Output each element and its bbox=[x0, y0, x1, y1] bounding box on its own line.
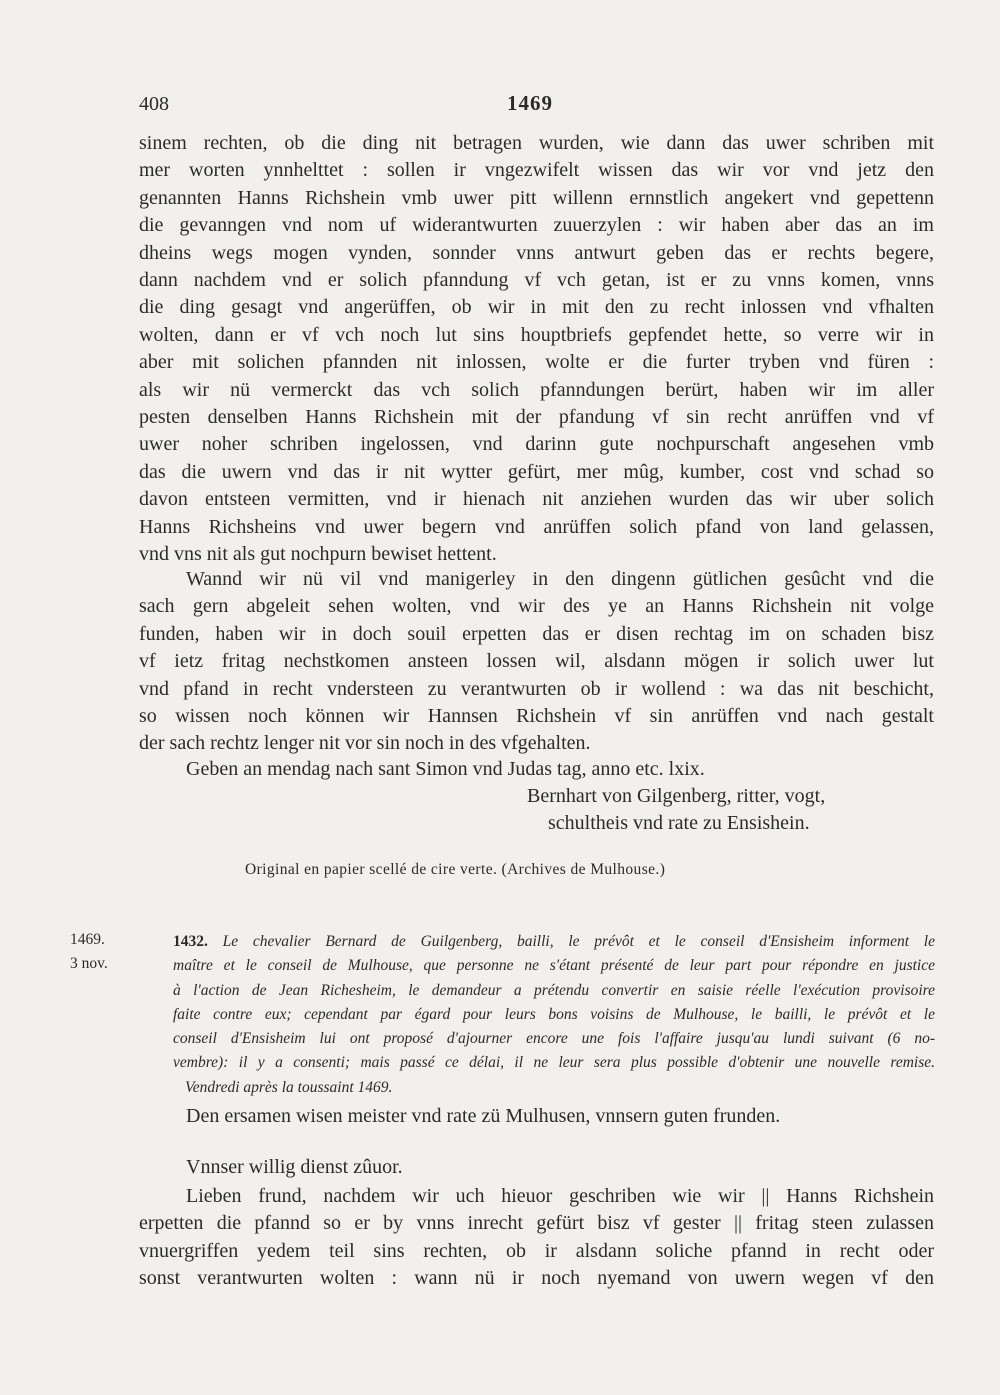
text-line: vf ietz fritag nechstkomen ansteen lossen wil, alsdann mögen ir solich uwer lut bbox=[139, 650, 934, 673]
text-line: Lieben frund, nachdem wir uch hieuor geschriben wie wir || Hanns Richshein bbox=[186, 1185, 934, 1207]
text-line: dann nachdem vnd er solich pfanndung vf vch getan, ist er zu vnns komen, vnns bbox=[139, 269, 934, 292]
regest-line: maître et le conseil de Mulhouse, que personne ne s'étant présenté de leur part pour répondre en justice bbox=[173, 957, 935, 975]
document-number: 1432. bbox=[173, 933, 208, 950]
source-note: Original en papier scellé de cire verte. (Archives de Mulhouse.) bbox=[245, 861, 666, 878]
text-line: Hanns Richsheins vnd uwer begern vnd anrüffen solich pfand von land gelassen, bbox=[139, 515, 934, 538]
text-line: wolten, dann er vf vch noch lut sins houptbriefs gepfendet hette, so verre wir in bbox=[139, 323, 934, 346]
regest-line: faite contre eux; cependant par égard pour leurs bons voisins de Mulhouse, le bailli, le prévôt et le bbox=[173, 1005, 935, 1023]
margin-date-year: 1469. bbox=[70, 931, 105, 948]
text-line: vnuergriffen yedem teil sins rechten, ob ir alsdann soliche pfannd in recht oder bbox=[139, 1239, 934, 1262]
regest-line: à l'action de Jean Richesheim, le demandeur a prétendu convertir en saisie réelle l'exécution provisoire bbox=[173, 981, 935, 999]
text-line: so wissen noch können wir Hannsen Richshein vf sin anrüffen vnd nach gestalt bbox=[139, 705, 934, 728]
running-title: 1469 bbox=[507, 91, 553, 115]
text-line: uwer noher schriben ingelossen, vnd darinn gute nochpurschaft angesehen vmb bbox=[139, 433, 934, 456]
text-line: vnd vns nit als gut nochpurn bewiset hettent. bbox=[139, 543, 497, 566]
text-line: mer worten ynnhelttet : sollen ir vngezwifelt wissen das wir vor vnd jetz den bbox=[139, 159, 934, 182]
text-line: vnd pfand in recht vndersteen zu verantwurten ob ir wollend : wa das nit beschicht, bbox=[139, 677, 934, 700]
letter-address: Den ersamen wisen meister vnd rate zü Mulhusen, vnnsern guten frunden. bbox=[186, 1105, 781, 1127]
text-line: erpetten die pfannd so er by vnns inrecht gefürt bisz vf gester || fritag steen zulassen bbox=[139, 1212, 934, 1235]
text-line: sinem rechten, ob die ding nit betragen wurden, wie dann das uwer schriben mit bbox=[139, 132, 934, 154]
page-header bbox=[139, 93, 934, 123]
text-line: das die uwern vnd das ir nit wytter gefürt, mer mûg, kumber, cost vnd schad so bbox=[139, 460, 934, 483]
text-line: pesten denselben Hanns Richshein mit der pfandung vf sin recht anrüffen vnd vf bbox=[139, 406, 934, 429]
regest-date: Vendredi après la toussaint 1469. bbox=[185, 1078, 393, 1096]
page-number: 408 bbox=[139, 93, 169, 115]
text-line: Wannd wir nü vil vnd manigerley in den dingenn gütlichen gesûcht vnd die bbox=[186, 568, 934, 590]
regest-first-line bbox=[173, 930, 935, 954]
letter-greeting: Vnnser willig dienst zûuor. bbox=[186, 1156, 403, 1178]
signature-line-1: Bernhart von Gilgenberg, ritter, vogt, bbox=[527, 785, 826, 807]
text-line: als wir nü vermerckt das vch solich pfanndungen berürt, haben wir im aller bbox=[139, 378, 934, 401]
text-line: funden, haben wir in doch souil erpetten das er disen rechtag im on schaden bisz bbox=[139, 622, 934, 645]
margin-date-day: 3 nov. bbox=[70, 955, 108, 972]
text-line: sonst verantwurten wolten : wann nü ir noch nyemand von uwern wegen vf den bbox=[139, 1267, 934, 1290]
dating-clause: Geben an mendag nach sant Simon vnd Judas tag, anno etc. lxix. bbox=[186, 758, 705, 780]
regest-summary bbox=[173, 930, 935, 1100]
text-line: sach gern abgeleit sehen wolten, vnd wir des ye an Hanns Richshein nit volge bbox=[139, 595, 934, 618]
regest-line: conseil d'Ensisheim lui ont proposé d'ajourner encore une fois l'affaire jusqu'au lundi suivant (6 no- bbox=[173, 1030, 935, 1048]
text-line: genannten Hanns Richshein vmb uwer pitt willenn ernnstlich angekert vnd gepettenn bbox=[139, 186, 934, 209]
letter-body-continuation bbox=[139, 130, 934, 569]
regest-text: Le chevalier Bernard de Guilgenberg, bailli, le prévôt et le conseil d'Ensisheim informent le bbox=[222, 933, 935, 950]
text-line: davon entsteen vermitten, vnd ir hienach nit anziehen wurden das wir uber solich bbox=[139, 488, 934, 511]
text-line: der sach rechtz lenger nit vor sin noch in des vfgehalten. bbox=[139, 732, 591, 755]
regest-line: vembre): il y a consenti; mais passé ce délai, il ne leur sera plus possible d'obtenir une nouvelle remise. bbox=[173, 1054, 935, 1072]
letter-paragraph-2 bbox=[139, 566, 934, 758]
signature-line-2: schultheis vnd rate zu Ensishein. bbox=[548, 812, 810, 834]
text-line: dheins wegs mogen vynden, sonnder vnns antwurt geben das er rechts begere, bbox=[139, 241, 934, 264]
text-line: aber mit solichen pfannden nit inlossen, wolte er die furter tryben vnd füren : bbox=[139, 351, 934, 374]
text-line: die ding gesagt vnd angerüffen, ob wir in mit den zu recht inlossen vnd vfhalten bbox=[139, 296, 934, 319]
text-line: die gevanngen vnd nom uf widerantwurten zuuerzylen : wir haben aber das an im bbox=[139, 214, 934, 237]
letter-body-new bbox=[139, 1183, 934, 1293]
